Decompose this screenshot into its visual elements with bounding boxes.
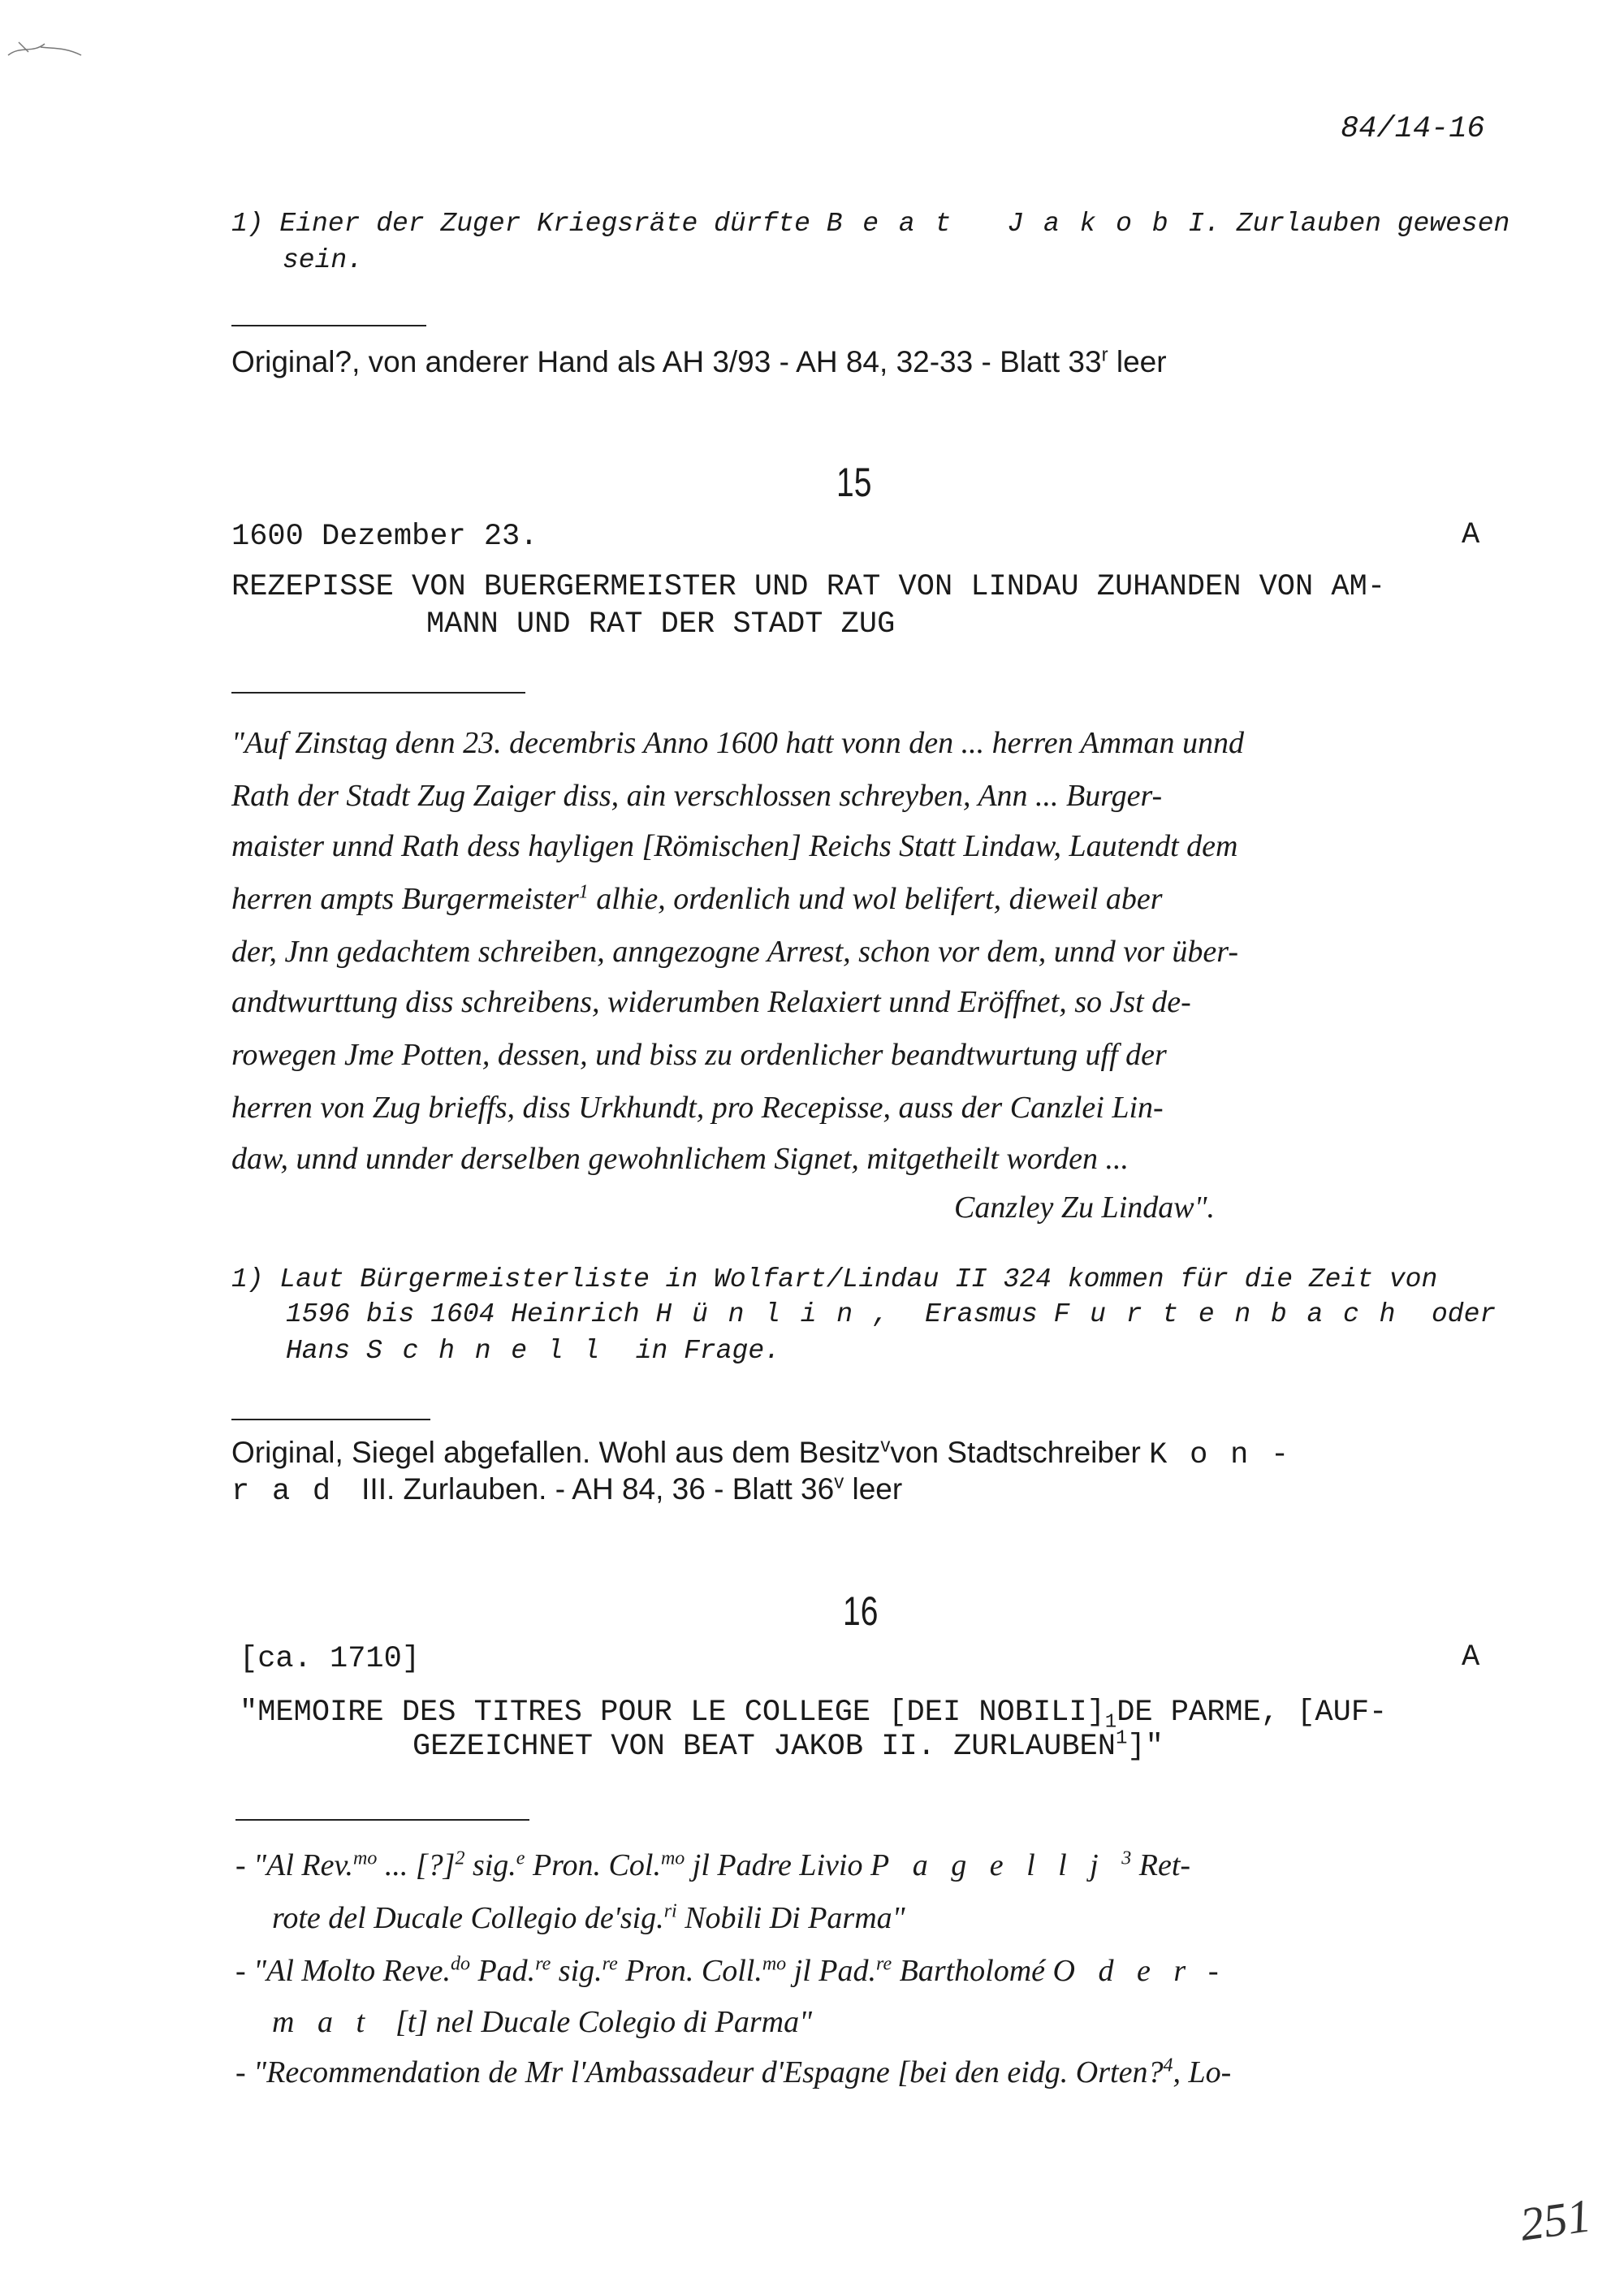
divider [231,692,525,694]
divider [235,1819,529,1821]
document-number-15: 15 [836,460,872,505]
footnote-14-line-2: sein. [283,245,364,275]
quote-15-line-5: der, Jnn gedachtem schreiben, anngezogne Arrest, schon vor dem, unnd vor über- [231,935,1238,969]
scan-mark-top-left [4,31,102,63]
document-title-15-line-1: REZEPISSE VON BUERGERMEISTER UND RAT VON LINDAU ZUHANDEN VON AM- [231,570,1386,604]
name-spaced: Kon- [1149,1438,1311,1472]
memoire-item-1-line-2: rote del Ducale Collegio de'sig.$^{ri}$ Nobili Di Parma" [272,1900,905,1935]
quote-15-line-8: herren von Zug brieffs, diss Urkhundt, pro Recepisse, auss der Canzlei Lin- [231,1091,1164,1125]
quote-15-line-3: maister unnd Rath dess hayligen [Römischen] Reichs Statt Lindaw, Lautendt dem [231,829,1238,863]
divider [231,325,426,326]
quote-15-line-10: Canzley Zu Lindaw". [954,1191,1216,1225]
memoire-item-2-line-1: - "Al Molto Reve.$^{do}$ Pad.$^{re}$ sig.$^{re}$ Pron. Coll.$^{mo}$ jl Pad.$^{re}$ Bartholomé Oder- [235,1953,1242,1988]
document-type-letter-16: A [1462,1640,1480,1675]
document-date-15: 1600 Dezember 23. [231,520,538,554]
memoire-item-2-line-2: mat [t] nel Ducale Colegio di Parma" [272,2005,813,2039]
name-spaced: Beat Jakob [826,209,1189,239]
memoire-item-3-line-1: - "Recommendation de Mr l'Ambassadeur d'Espagne [bei den eidg. Orten?$^4$, Lo- [235,2055,1232,2089]
memoire-item-1-line-1: - "Al Rev.$^{mo}$ ... [?]$^2$ sig.$^e$ Pron. Col.$^{mo}$ jl Padre Livio Pagellj$^3$ Ret- [235,1847,1191,1882]
quote-15-line-9: daw, unnd unnder derselben gewohnlichem Signet, mitgetheilt worden ... [231,1142,1129,1176]
source-15-line-1: Original, Siegel abgefallen. Wohl aus dem Besitz$^v$von Stadtschreiber Kon- [231,1434,1311,1472]
footnote-14-line-1: 1) Einer der Zuger Kriegsräte dürfte Beat JakobI. Zurlauben gewesen [231,209,1510,239]
document-title-16-line-2: GEZEICHNET VON BEAT JAKOB II. ZURLAUBEN$^1$]" [412,1727,1164,1764]
document-title-15-line-2: MANN UND RAT DER STADT ZUG [426,607,896,642]
footnote-15-line-2: 1596 bis 1604 Heinrich Hünlin, Erasmus Furtenbach oder [286,1299,1497,1329]
document-date-16: [ca. 1710] [240,1642,421,1676]
name-spaced: Pagellj [870,1848,1122,1882]
name-spaced: Hünlin, [655,1299,909,1329]
document-number-16: 16 [843,1588,879,1634]
page-reference: 84/14-16 [1341,112,1485,146]
quote-15-line-1: "Auf Zinstag denn 23. decembris Anno 1600 hatt vonn den ... herren Amman unnd [231,726,1244,760]
quote-15-line-7: rowegen Jme Potten, dessen, und biss zu ordenlicher beandtwurtung uff der [231,1038,1167,1072]
footnote-15-line-3: Hans Schnell in Frage. [286,1336,780,1366]
footnote-15-line-1: 1) Laut Bürgermeisterliste in Wolfart/Lindau II 324 kommen für die Zeit von [231,1264,1438,1294]
name-spaced: Oder- [1052,1954,1242,1988]
quote-15-line-4: herren ampts Burgermeister$^1$ alhie, ordenlich und wol belifert, dieweil aber [231,881,1163,916]
quote-15-line-2: Rath der Stadt Zug Zaiger diss, ain verschlossen schreyben, Ann ... Burger- [231,779,1163,813]
name-spaced: Furtenbach [1053,1299,1416,1329]
handwritten-page-number: 251 [1516,2189,1595,2251]
document-title-16-line-1: "MEMOIRE DES TITRES POUR LE COLLEGE [DEI $NOBILI]_1DE$ PARME, [AUF- [240,1696,1388,1734]
document-type-letter-15: A [1462,518,1480,552]
divider [231,1419,430,1420]
name-spaced: rad [231,1475,353,1509]
name-spaced: Schnell [366,1336,620,1366]
name-spaced: mat [272,2005,388,2039]
source-14: Original?, von anderer Hand als AH 3/93 - AH 84, 32-33 - Blatt 33$^r$ leer [231,344,1167,378]
quote-15-line-6: andtwurttung diss schreibens, widerumben Relaxiert unnd Eröffnet, so Jst de- [231,985,1191,1019]
source-15-line-2: rad III. Zurlauben. - AH 84, 36 - Blatt 36$^v$ leer [231,1471,903,1509]
